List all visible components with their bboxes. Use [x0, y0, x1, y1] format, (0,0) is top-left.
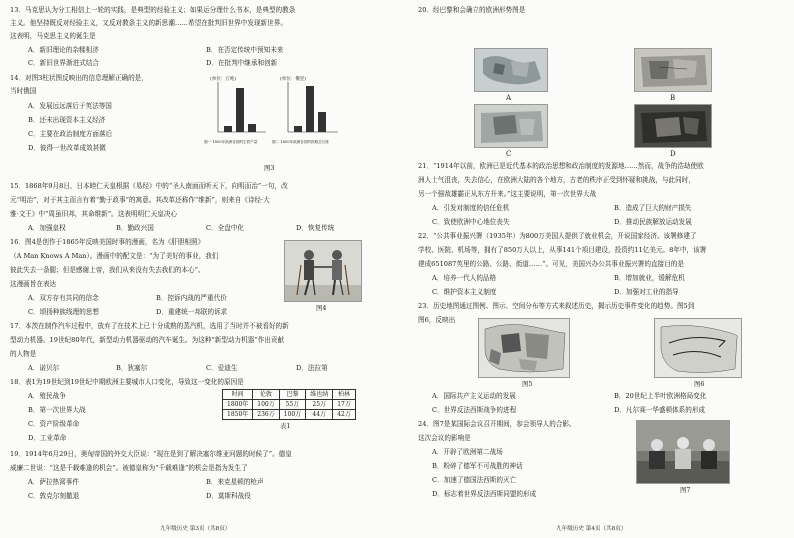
map-d-image [635, 105, 711, 147]
table-cell: 100万 [279, 410, 305, 420]
map-a-image [475, 49, 547, 91]
q18-line-1: 18．表1为19世纪到19世纪中期欧洲主要城市人口变化，导致这一变化的原因是 [10, 378, 244, 386]
q23-option-b: B．20世纪上半叶欧洲格局变化 [614, 392, 707, 400]
q23-line-1: 23．历史地图通过图例、图示、空间分布等方式来叙述历史，揭示历史事件变化的趋势。图5到 [418, 302, 695, 310]
q21-option-a: A．引发对制度的信任危机 [432, 204, 510, 212]
table-header-cell: 维也纳 [306, 390, 333, 400]
figure-6-label: 图6 [694, 380, 705, 388]
figure-5-label: 图5 [522, 380, 533, 388]
figure-4-label: 图4 [316, 304, 327, 312]
map-c [474, 104, 548, 148]
q20-line-1: 20．经巴黎和会确立的欧洲形势图是 [418, 6, 526, 14]
chart-left-bars [204, 80, 268, 144]
q21-line-1: 21．“1914年以前，欧洲已是近代基本的政治思想和政治制度的发源地……然而，战争的浩劫使欧 [418, 162, 704, 170]
table-header-cell: 巴黎 [279, 390, 305, 400]
map-a-label: A [506, 94, 512, 102]
table-cell: 55万 [279, 400, 305, 410]
q14-option-a: A．发展远远落后于英法等国 [28, 102, 112, 110]
q15-line-1: 15．1868年9月8日，日本睦仁天皇根据《易经》中的“圣人南面而听天下，向明而治”一句，改 [10, 182, 288, 190]
q13-option-a: A．新旧理论的杂糅相济 [28, 46, 99, 54]
q16-line-4: 这漫画旨在表达 [10, 280, 57, 288]
map-c-image [475, 105, 547, 147]
q16-option-c: C．颂扬种族线理的思想 [28, 308, 99, 316]
q17-line-2: 型动力机器。19世纪80年代，新型动力机器驱动的汽车诞生。为这种“新型动力机器”作出贡献 [10, 336, 285, 344]
q17-option-d: D．法拉第 [296, 364, 328, 372]
q13-option-d: D．在批判中继承和创新 [206, 59, 278, 67]
q16-line-1: 16．图4是创作于1865年反映美国时事的漫画，名为《肝胆相照》 [10, 238, 205, 246]
chart-right-unit: (单位：俄里) [280, 77, 307, 82]
q13-line-1: 13．马克思认为分工相信上一轮的实践，是典型的经验主义；如果运分理什么书本，是典型的教条 [10, 6, 296, 14]
figure-5-map [478, 318, 570, 378]
q13-line-2: 主义。他坚持既反对经验主义，又反对教条主义的新思潮……希望在批判旧世界中发现新世界。 [10, 19, 287, 27]
q23-option-d: D．凡尔赛一华盛顿体系的形成 [614, 406, 706, 414]
chart-left-caption: 图一 1850年欧洲各国的生铁产量 [204, 140, 258, 144]
figure-3-chart-right [272, 74, 340, 154]
q23-line-2: 图6，反映出 [418, 316, 456, 324]
figure-7-image [637, 421, 729, 483]
table-1-label: 表1 [280, 422, 291, 430]
q22-line-3: 建成651087英里的公路、公路、街道……”。可见，美国兴办公共事业振兴署的直接目的是 [418, 260, 684, 268]
q22-line-1: 22．“公共事业振兴署（1935年）为800万美国人提供了就业机会，开说国家经济。该署修建了 [418, 232, 697, 240]
q21-option-b: B．造成了巨大的财产损失 [614, 204, 692, 212]
q17-option-b: B．狄塞尔 [116, 364, 148, 372]
q19-option-a: A．萨拉热窝事件 [28, 478, 79, 486]
q21-line-3: 另一个强敌雄霸正从东方升来。”这主要说明，第一次世界大战 [418, 190, 597, 198]
q22-option-d: D．加强对工业的指导 [614, 288, 679, 296]
q22-option-c: C．维护资本主义制度 [432, 288, 497, 296]
table-header-cell: 伦敦 [253, 390, 279, 400]
figure-3-label: 图3 [264, 164, 275, 172]
table-cell: 42万 [333, 410, 356, 420]
q18-option-c: C．资产阶级革命 [28, 420, 80, 428]
q23-option-c: C．世界反法西斯战争的进程 [432, 406, 517, 414]
q15-line-2: 元“明治”，对于其主而言有着“勤于政事”的寓意。其改革还称作“维新”，则来自《诗经·大 [10, 196, 270, 204]
figure-5-image [479, 319, 569, 377]
q24-line-1: 24．图7是某国际会议召开期间，参会领导人的合影。 [418, 420, 576, 428]
table-header-cell: 时间 [223, 390, 253, 400]
table-1-population [222, 389, 356, 420]
q13-option-c: C．新旧世界渐进式结合 [28, 59, 99, 67]
q24-option-d: D．标志着世界反法西斯同盟的形成 [432, 490, 537, 498]
map-b [634, 48, 712, 92]
chart-left-unit: (单位：万吨) [210, 77, 237, 82]
table-cell: 17万 [333, 400, 356, 410]
q13-option-b: B．在否定传统中预知未来 [206, 46, 284, 54]
q14-option-b: B．还未出现资本主义经济 [28, 116, 106, 124]
table-cell: 25万 [306, 400, 333, 410]
table-cell: 1800年 [223, 400, 253, 410]
figure-3-chart-left [204, 74, 268, 154]
figure-4-cartoon [284, 240, 362, 302]
q22-option-a: A．培养一代人的品格 [432, 274, 497, 282]
q16-option-d: D．重建统一邦联的诉求 [156, 308, 228, 316]
page-4-footer: 九年级历史 第4页（共8页） [556, 526, 627, 532]
table-header-row [223, 390, 356, 400]
q16-option-b: B．控诉内战的严重代价 [156, 294, 227, 302]
q14-option-c: C．主要在政治制度方面落后 [28, 130, 113, 138]
q22-line-2: 学校、医院、机场等，拥有了850万人以上，从事141个项目建设，投资约11亿美元。8年中，该署 [418, 246, 707, 254]
q15-option-b: B．勤政兴国 [116, 224, 154, 232]
figure-7-photo [636, 420, 730, 484]
q15-option-c: C．全盘中化 [206, 224, 245, 232]
q16-line-3: 彼此失去一条腿；但是感谢上帝，我们从来没有失去我们的本心”。 [10, 266, 205, 274]
q19-option-d: D．莫斯科战役 [206, 492, 251, 500]
map-d-label: D [670, 150, 676, 158]
map-b-label: B [670, 94, 676, 102]
q17-option-a: A．诺贝尔 [28, 364, 60, 372]
q24-option-a: A．开辟了欧洲第二战场 [432, 448, 503, 456]
q21-option-c: C．致使欧洲中心地位丧失 [432, 218, 510, 226]
table-cell: 44万 [306, 410, 333, 420]
q23-option-a: A．国际共产主义运动的发展 [432, 392, 516, 400]
q22-option-b: B．增加就业，缓解危机 [614, 274, 685, 282]
q15-option-a: A．加强皇权 [28, 224, 66, 232]
page-3-footer: 九年级历史 第3页（共8页） [160, 526, 231, 532]
q18-option-b: B．第一次世界大战 [28, 406, 86, 414]
figure-7-label: 图7 [680, 486, 691, 494]
q24-option-c: C．加速了德国法西斯的灭亡 [432, 476, 517, 484]
chart-right-bars [272, 80, 340, 144]
chart-right-caption: 图二 1850年欧洲各国的铁路总长度 [272, 140, 330, 144]
q16-line-2: （A Man Knows A Man）。漫画中的配文是：“为了美好的事业，我们 [10, 252, 219, 260]
q14-line-2: 当时俄国 [10, 87, 37, 95]
q19-line-2: 威廉二世说：“这是千载难逢的机会”。被德皇称为“千载难逢”的机会是指为发生了 [10, 464, 248, 472]
q21-option-d: D．推动民族解放运动发展 [614, 218, 692, 226]
table-row [223, 400, 356, 410]
map-d [634, 104, 712, 148]
map-a [474, 48, 548, 92]
map-c-label: C [506, 150, 512, 158]
q16-option-a: A．双方存有共同的信念 [28, 294, 99, 302]
q18-option-d: D．工业革命 [28, 434, 67, 442]
table-row [223, 410, 356, 420]
q19-option-b: B．来克星顿的枪声 [206, 478, 264, 486]
q17-line-3: 的人物是 [10, 350, 37, 358]
cartoon-illustration [285, 241, 361, 301]
table-header-cell: 柏林 [333, 390, 356, 400]
q15-line-3: 雅·文王》中“周虽旧邦，其命维新”。这表明明仁天皇决心 [10, 210, 178, 218]
q19-option-c: C．敦克尔刻撤退 [28, 492, 80, 500]
q19-line-1: 19．1914年6月29日，奥匈帝国的外交大臣说：“现在是到了解决塞尔维亚问题的时候了”。德皇 [10, 450, 292, 458]
q14-line-1: 14．对图3柱状图反映出的信息理解正确的是， [10, 74, 148, 82]
table-cell: 1850年 [223, 410, 253, 420]
table-cell: 236万 [253, 410, 279, 420]
figure-6-map [654, 318, 742, 378]
map-b-image [635, 49, 711, 91]
table-cell: 100万 [253, 400, 279, 410]
figure-6-image [655, 319, 741, 377]
q17-option-c: C．爱迪生 [206, 364, 238, 372]
q15-option-d: D．恢复传统 [296, 224, 335, 232]
q21-line-2: 洲人士气沮丧，失去信心，在欧洲大陆的各个地方，古老的秩序正受到怀疑和挑战，与此同时， [418, 176, 695, 184]
q14-option-d: D．彼得一世改革成效甚微 [28, 144, 106, 152]
q24-line-2: 这次会议的影响是 [418, 434, 471, 442]
q24-option-b: B．粉碎了德军不可战胜的神话 [432, 462, 523, 470]
q18-option-a: A．殖民战争 [28, 392, 66, 400]
q13-line-3: 这表明，马克思主义的诞生是 [10, 32, 96, 40]
q17-line-1: 17．本茨在制作汽车过程中，放弃了在技术上已十分成熟的蒸汽机，选用了当时并不被看好的新 [10, 322, 289, 330]
